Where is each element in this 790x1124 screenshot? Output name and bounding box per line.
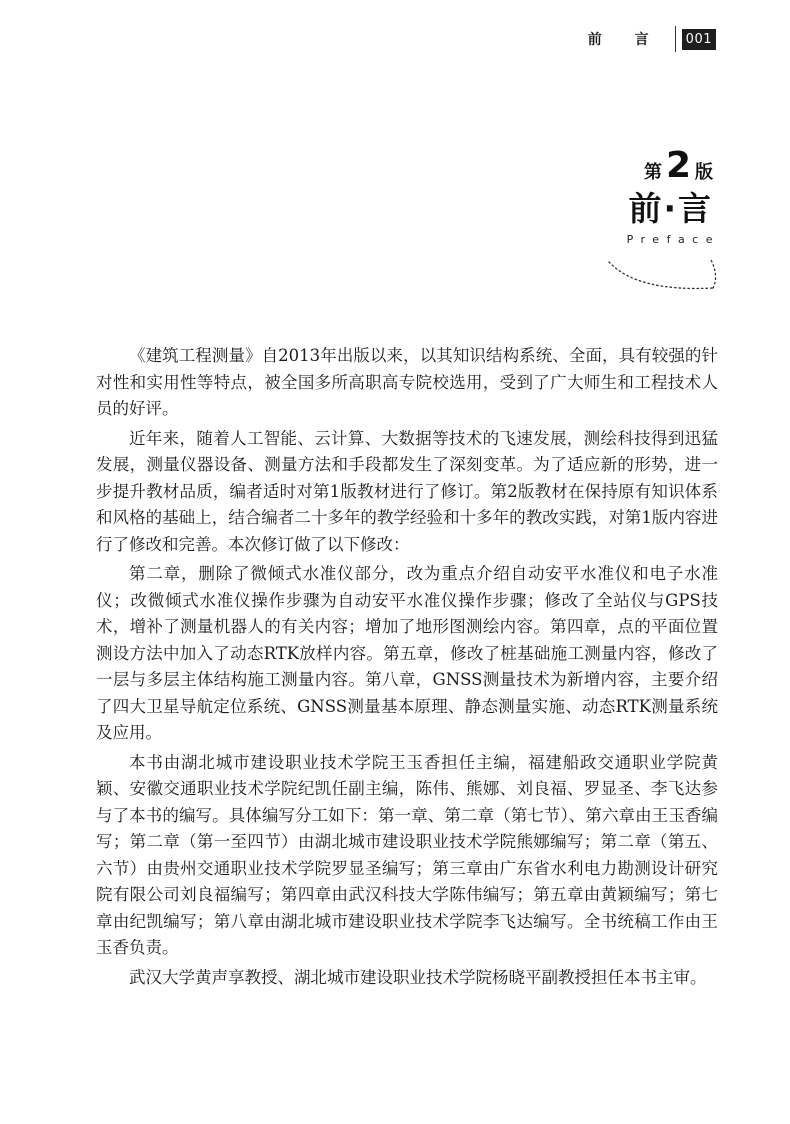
paragraph: 《建筑工程测量》自2013年出版以来，以其知识结构系统、全面，具有较强的针对性和实用性等特点，被全国多所高职高专院校选用，受到了广大师生和工程技术人员的好评。	[96, 346, 718, 418]
paragraph: 本书由湖北城市建设职业技术学院王玉香担任主编，福建船政交通职业学院黄颖、安徽交通职业技术学院纪凯任副主编，陈伟、熊娜、刘良福、罗显圣、李飞达参与了本书的编写。具体编写分工如下：第一章、第二章（第七节）、第六章由王玉香编写；第二章（第一至四节）由湖北城市建设职业技术学院熊娜编写；第二章（第五、六节）由贵州交通职业技术学院罗显圣编写；第三章由广东省水利电力勘测设计研究院有限公司刘良福编写；第四章由武汉科技大学陈伟编写；第五章由黄颖编写；第七章由纪凯编写；第八章由湖北城市建设职业技术学院李飞达编写。全书统稿工作由王玉香负责。	[96, 752, 718, 957]
edition-suffix: 版	[695, 162, 713, 183]
preface-body	[96, 343, 718, 994]
edition-number: 2	[665, 144, 691, 186]
paragraph: 第二章，删除了微倾式水准仪部分，改为重点介绍自动安平水准仪和电子水准仪；改微倾式水准仪操作步骤为自动安平水准仪操作步骤；修改了全站仪与GPS技术，增补了测量机器人的有关内容；增加了地形图测绘内容。第四章，点的平面位置测设方法中加入了动态RTK放样内容。第五章，修改了桩基础施工测量内容，修改了一层与多层主体结构施工测量内容。第八章，GNSS测量技术为新增内容，主要介绍了四大卫星导航定位系统、GNSS测量基本原理、静态测量实施、动态RTK测量系统及应用。	[96, 564, 718, 742]
page-number: 001	[682, 29, 716, 50]
paragraph: 近年来，随着人工智能、云计算、大数据等技术的飞速发展，测绘科技得到迅猛发展，测量仪器设备、测量方法和手段都发生了深刻变革。为了适应新的形势，进一步提升教材品质，编者适时对第1版教材进行了修订。第2版教材在保持原有知识体系和风格的基础上，结合编者二十多年的教学经验和十多年的教改实践，对第1版内容进行了修改和完善。本次修订做了以下修改：	[96, 428, 718, 554]
header-divider	[675, 26, 676, 52]
edition-prefix: 第	[643, 162, 662, 183]
running-header	[588, 26, 716, 52]
paragraph: 武汉大学黄声享教授、湖北城市建设职业技术学院杨晓平副教授担任本书主审。	[129, 967, 707, 987]
page-title: 前·言	[628, 189, 713, 228]
edition-label	[603, 144, 713, 186]
header-title: 前 言	[587, 32, 663, 48]
page-subtitle: Preface	[626, 233, 720, 246]
decorative-dotted-arc	[607, 258, 717, 298]
preface-badge	[603, 144, 720, 246]
